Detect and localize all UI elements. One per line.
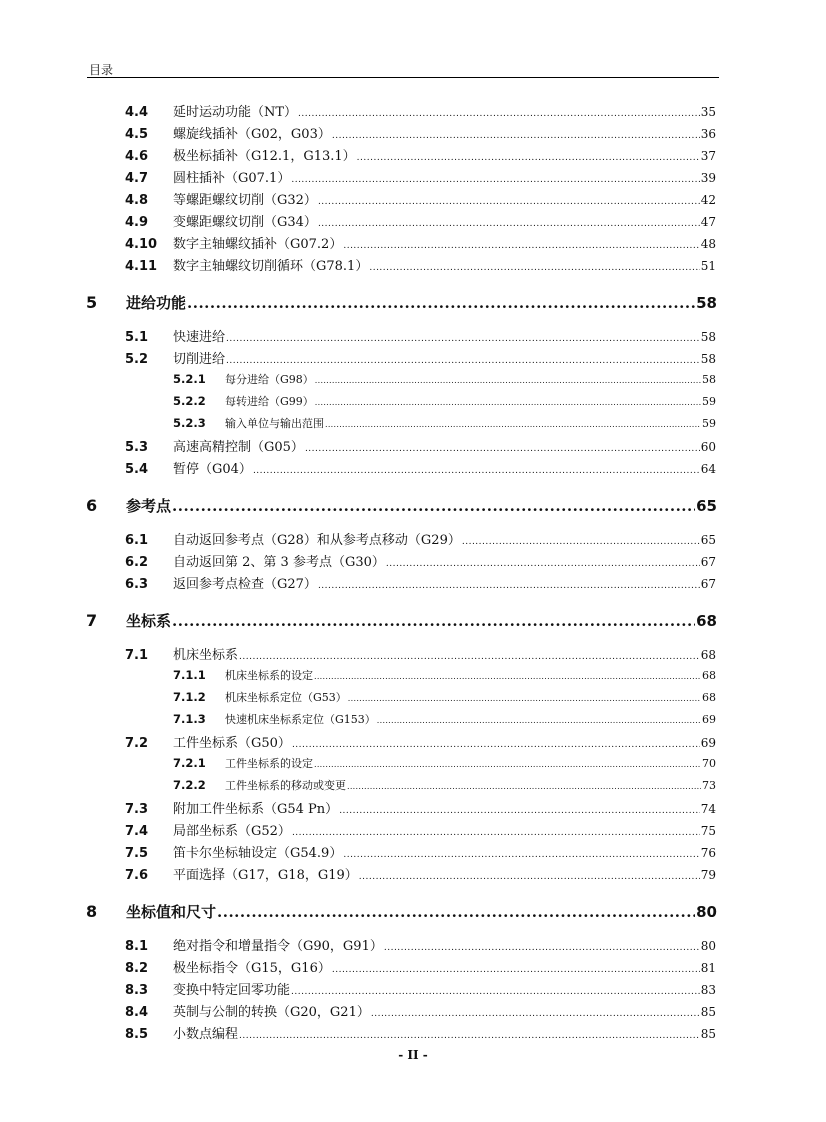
toc-entry-number: 7.6 <box>125 868 149 883</box>
toc-entry-page: 42 <box>700 193 716 207</box>
toc-entry-5-2-3[interactable] <box>173 415 716 431</box>
toc-entry-page: 58 <box>700 330 716 344</box>
dot-leader <box>339 806 700 816</box>
toc-entry-5-1[interactable] <box>125 326 716 345</box>
dot-leader <box>332 965 700 975</box>
toc-entry-number: 5.2.1 <box>173 372 206 386</box>
dot-leader <box>217 903 695 921</box>
toc-entry-title: 每转进给（G99） <box>225 395 314 408</box>
dot-leader <box>386 559 700 569</box>
toc-entry-title: 变换中特定回零功能 <box>173 983 291 998</box>
toc-entry-title: 平面选择（G17，G18，G19） <box>173 868 358 883</box>
toc-entry-number: 8.1 <box>125 939 149 954</box>
toc-entry-title: 英制与公制的转换（G20，G21） <box>173 1005 370 1020</box>
toc-entry-page: 79 <box>700 868 716 882</box>
toc-entry-7-1[interactable] <box>125 644 716 663</box>
toc-entry-title: 数字主轴螺纹切削循环（G78.1） <box>173 259 369 274</box>
toc-entry-page: 75 <box>700 824 716 838</box>
toc-entry-title: 自动返回参考点（G28）和从参考点移动（G29） <box>173 533 461 548</box>
toc-entry-page: 48 <box>700 237 716 251</box>
toc-entry-5-2[interactable] <box>125 348 716 367</box>
toc-entry-5-2-2[interactable] <box>173 393 716 409</box>
toc-entry-title: 工件坐标系的移动或变更 <box>225 779 346 792</box>
toc-entry-7-2[interactable] <box>125 732 716 751</box>
toc-chapter-7[interactable] <box>86 610 717 631</box>
toc-entry-number: 7.2.2 <box>173 778 206 792</box>
toc-chapter-number: 7 <box>86 611 98 630</box>
toc-entry-5-4[interactable] <box>125 458 716 477</box>
toc-entry-number: 7.4 <box>125 824 149 839</box>
toc-chapter-title: 参考点 <box>126 497 172 515</box>
toc-entry-number: 7.1.2 <box>173 690 206 704</box>
toc-entry-number: 4.8 <box>125 193 149 208</box>
toc-entry-7-6[interactable] <box>125 864 716 883</box>
dot-leader <box>377 716 701 725</box>
dot-leader <box>298 109 700 119</box>
dot-leader <box>291 987 700 997</box>
dot-leader <box>292 740 700 750</box>
toc-entry-title: 螺旋线插补（G02，G03） <box>173 127 331 142</box>
toc-entry-page: 67 <box>700 577 716 591</box>
dot-leader <box>315 398 701 407</box>
dot-leader <box>187 294 695 312</box>
toc-entry-page: 47 <box>700 215 716 229</box>
dot-leader <box>318 581 700 591</box>
dot-leader <box>253 466 700 476</box>
dot-leader <box>314 672 701 681</box>
toc-entry-number: 7.2 <box>125 736 149 751</box>
toc-entry-page: 59 <box>702 395 716 408</box>
toc-entry-number: 7.1.1 <box>173 668 206 682</box>
dot-leader <box>357 153 700 163</box>
toc-entry-page: 59 <box>702 417 716 430</box>
toc-entry-number: 4.5 <box>125 127 149 142</box>
toc-entry-4-5[interactable] <box>125 123 716 142</box>
toc-entry-title: 极坐标指令（G15，G16） <box>173 961 331 976</box>
toc-entry-page: 74 <box>700 802 716 816</box>
toc-entry-number: 8.5 <box>125 1027 149 1042</box>
toc-chapter-number: 8 <box>86 902 98 921</box>
toc-entry-8-3[interactable] <box>125 979 716 998</box>
toc-entry-5-2-1[interactable] <box>173 371 716 387</box>
toc-entry-page: 68 <box>700 648 716 662</box>
toc-entry-number: 7.1 <box>125 648 149 663</box>
dot-leader <box>172 497 695 515</box>
toc-chapter-8[interactable] <box>86 901 717 922</box>
toc-entry-7-1-3[interactable] <box>173 711 716 727</box>
dot-leader <box>314 760 701 769</box>
toc-entry-number: 5.2.3 <box>173 416 206 430</box>
toc-entry-page: 35 <box>700 105 716 119</box>
toc-entry-title: 数字主轴螺纹插补（G07.2） <box>173 237 343 252</box>
toc-entry-title: 切削进给 <box>173 352 226 367</box>
toc-chapter-number: 6 <box>86 496 98 515</box>
toc-entry-number: 5.4 <box>125 462 149 477</box>
toc-entry-page: 36 <box>700 127 716 141</box>
toc-entry-4-11[interactable] <box>125 255 716 274</box>
dot-leader <box>343 850 699 860</box>
toc-entry-number: 4.9 <box>125 215 149 230</box>
dot-leader <box>239 652 700 662</box>
page-number-footer: - II - <box>398 1048 428 1062</box>
toc-entry-title: 每分进给（G98） <box>225 373 314 386</box>
toc-entry-number: 4.6 <box>125 149 149 164</box>
toc-entry-number: 7.1.3 <box>173 712 206 726</box>
dot-leader <box>348 694 701 703</box>
toc-entry-title: 机床坐标系 <box>173 648 239 663</box>
toc-entry-number: 5.3 <box>125 440 149 455</box>
toc-entry-title: 快速机床坐标系定位（G153） <box>225 713 376 726</box>
toc-entry-7-2-1[interactable] <box>173 755 716 771</box>
toc-entry-4-9[interactable] <box>125 211 716 230</box>
toc-entry-title: 圆柱插补（G07.1） <box>173 171 291 186</box>
toc-entry-number: 7.5 <box>125 846 149 861</box>
toc-entry-number: 4.11 <box>125 259 158 274</box>
dot-leader <box>292 828 700 838</box>
toc-chapter-title: 进给功能 <box>126 294 187 312</box>
toc-entry-7-1-1[interactable] <box>173 667 716 683</box>
dot-leader <box>462 537 700 547</box>
dot-leader <box>369 263 699 273</box>
dot-leader <box>172 612 695 630</box>
toc-entry-title: 绝对指令和增量指令（G90，G91） <box>173 939 383 954</box>
dot-leader <box>332 131 700 141</box>
toc-entry-7-2-2[interactable] <box>173 777 716 793</box>
toc-entry-page: 65 <box>700 533 716 547</box>
dot-leader <box>371 1009 700 1019</box>
toc-chapter-6[interactable] <box>86 495 717 516</box>
toc-entry-8-1[interactable] <box>125 935 716 954</box>
dot-leader <box>305 444 700 454</box>
toc-entry-title: 高速高精控制（G05） <box>173 440 304 455</box>
toc-entry-title: 返回参考点检查（G27） <box>173 577 317 592</box>
toc-entry-title: 极坐标插补（G12.1，G13.1） <box>173 149 356 164</box>
toc-entry-number: 5.2.2 <box>173 394 206 408</box>
toc-chapter-page: 65 <box>696 497 717 515</box>
toc-entry-5-3[interactable] <box>125 436 716 455</box>
dot-leader <box>226 334 700 344</box>
toc-entry-number: 5.2 <box>125 352 149 367</box>
toc-chapter-title: 坐标系 <box>126 612 172 630</box>
toc-chapter-page: 68 <box>696 612 717 630</box>
toc-entry-4-8[interactable] <box>125 189 716 208</box>
dot-leader <box>291 175 699 185</box>
toc-entry-7-5[interactable] <box>125 842 716 861</box>
toc-entry-page: 80 <box>700 939 716 953</box>
toc-entry-8-5[interactable] <box>125 1023 716 1042</box>
toc-entry-page: 67 <box>700 555 716 569</box>
toc-entry-8-4[interactable] <box>125 1001 716 1020</box>
dot-leader <box>347 782 701 791</box>
toc-entry-7-1-2[interactable] <box>173 689 716 705</box>
toc-entry-page: 76 <box>700 846 716 860</box>
toc-entry-title: 工件坐标系（G50） <box>173 736 291 751</box>
toc-entry-page: 68 <box>702 669 716 682</box>
dot-leader <box>318 197 700 207</box>
dot-leader <box>359 872 700 882</box>
toc-entry-page: 58 <box>702 373 716 386</box>
toc-entry-title: 机床坐标系定位（G53） <box>225 691 347 704</box>
toc-entry-page: 85 <box>700 1005 716 1019</box>
toc-entry-6-3[interactable] <box>125 573 716 592</box>
toc-entry-number: 6.1 <box>125 533 149 548</box>
toc-entry-title: 工件坐标系的设定 <box>225 757 313 770</box>
toc-chapter-title: 坐标值和尺寸 <box>126 903 217 921</box>
toc-entry-4-10[interactable] <box>125 233 716 252</box>
toc-entry-title: 机床坐标系的设定 <box>225 669 313 682</box>
toc-entry-title: 自动返回第 2、第 3 参考点（G30） <box>173 555 385 570</box>
toc-entry-title: 延时运动功能（NT） <box>173 105 298 120</box>
toc-entry-page: 39 <box>700 171 716 185</box>
page-header-title: 目录 <box>89 63 114 77</box>
toc-entry-page: 68 <box>702 691 716 704</box>
toc-entry-number: 7.3 <box>125 802 149 817</box>
toc-entry-7-4[interactable] <box>125 820 716 839</box>
toc-chapter-page: 80 <box>696 903 717 921</box>
toc-entry-page: 60 <box>700 440 716 454</box>
toc-entry-number: 8.4 <box>125 1005 149 1020</box>
toc-chapter-5[interactable] <box>86 292 717 313</box>
dot-leader <box>384 943 700 953</box>
toc-chapter-page: 58 <box>696 294 717 312</box>
dot-leader <box>226 356 700 366</box>
dot-leader <box>318 219 700 229</box>
toc-entry-number: 6.3 <box>125 577 149 592</box>
toc-entry-page: 85 <box>700 1027 716 1041</box>
toc-entry-number: 4.10 <box>125 237 158 252</box>
toc-entry-title: 快速进给 <box>173 330 226 345</box>
toc-entry-page: 69 <box>700 736 716 750</box>
toc-chapter-number: 5 <box>86 293 98 312</box>
toc-entry-title: 暂停（G04） <box>173 462 252 477</box>
toc-entry-page: 83 <box>700 983 716 997</box>
toc-entry-4-7[interactable] <box>125 167 716 186</box>
dot-leader <box>325 420 701 429</box>
toc-entry-title: 输入单位与输出范围 <box>225 417 324 430</box>
toc-entry-4-6[interactable] <box>125 145 716 164</box>
toc-entry-title: 局部坐标系（G52） <box>173 824 291 839</box>
toc-entry-title: 小数点编程 <box>173 1027 239 1042</box>
toc-entry-7-3[interactable] <box>125 798 716 817</box>
toc-entry-number: 7.2.1 <box>173 756 206 770</box>
toc-entry-page: 37 <box>700 149 716 163</box>
toc-entry-6-2[interactable] <box>125 551 716 570</box>
dot-leader <box>239 1031 700 1041</box>
toc-entry-number: 8.3 <box>125 983 149 998</box>
toc-entry-page: 73 <box>702 779 716 792</box>
toc-entry-page: 58 <box>700 352 716 366</box>
toc-entry-title: 变螺距螺纹切削（G34） <box>173 215 317 230</box>
toc-entry-page: 51 <box>700 259 716 273</box>
toc-entry-page: 64 <box>700 462 716 476</box>
toc-entry-title: 笛卡尔坐标轴设定（G54.9） <box>173 846 343 861</box>
toc-entry-number: 8.2 <box>125 961 149 976</box>
toc-entry-number: 6.2 <box>125 555 149 570</box>
toc-entry-number: 4.7 <box>125 171 149 186</box>
toc-entry-4-4[interactable] <box>125 101 716 120</box>
toc-entry-page: 69 <box>702 713 716 726</box>
toc-entry-title: 等螺距螺纹切削（G32） <box>173 193 317 208</box>
toc-entry-page: 70 <box>702 757 716 770</box>
toc-entry-title: 附加工件坐标系（G54 Pn） <box>173 802 339 817</box>
dot-leader <box>315 376 701 385</box>
toc-entry-page: 81 <box>700 961 716 975</box>
toc-entry-8-2[interactable] <box>125 957 716 976</box>
toc-entry-6-1[interactable] <box>125 529 716 548</box>
toc-entry-number: 5.1 <box>125 330 149 345</box>
dot-leader <box>343 241 699 251</box>
toc-entry-number: 4.4 <box>125 105 149 120</box>
